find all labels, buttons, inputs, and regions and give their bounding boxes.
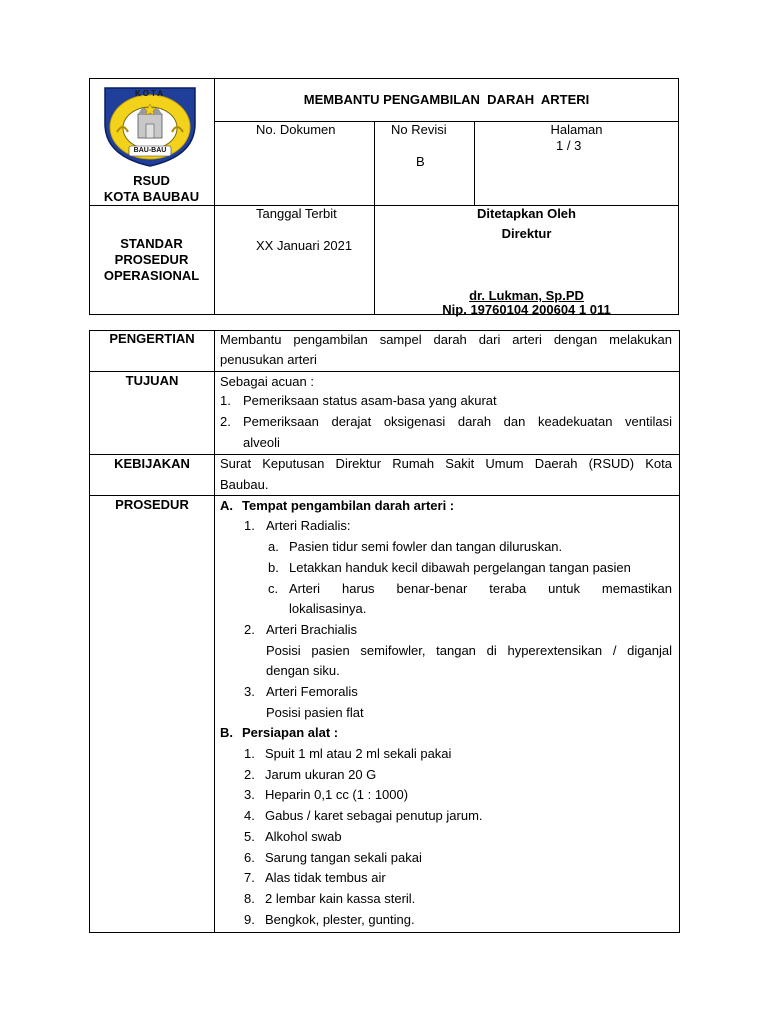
prosedur-item-detail: Posisi pasien semifowler, tangan di hyperextensikan / diganjal	[266, 643, 672, 658]
no-revisi-value: B	[416, 154, 425, 169]
prosedur-section-title: Persiapan alat :	[242, 725, 339, 740]
logo-top-text: KOTA	[134, 89, 166, 98]
doc-type-line2: PROSEDUR	[114, 252, 189, 267]
alat-item-number: 3.	[244, 787, 255, 802]
prosedur-section-letter: A.	[220, 498, 233, 513]
tujuan-item-number: 2.	[220, 414, 231, 429]
alat-item: Gabus / karet sebagai penutup jarum.	[265, 808, 483, 823]
tujuan-label: TUJUAN	[125, 373, 179, 388]
tujuan-item: Pemeriksaan derajat oksigenasi darah dan keadekuatan ventilasi	[243, 414, 672, 429]
alat-item-number: 7.	[244, 870, 255, 885]
prosedur-section-title: Tempat pengambilan darah arteri :	[242, 498, 455, 513]
prosedur-item: Arteri Radialis:	[266, 518, 351, 533]
alat-item: Sarung tangan sekali pakai	[265, 850, 422, 865]
alat-item-number: 9.	[244, 912, 255, 927]
document-title: MEMBANTU PENGAMBILAN DARAH ARTERI	[303, 92, 590, 107]
tanggal-terbit-label: Tanggal Terbit	[256, 206, 337, 221]
ditetapkan-label: Ditetapkan Oleh	[477, 206, 576, 221]
no-revisi-label: No Revisi	[391, 122, 447, 137]
prosedur-item-number: 2.	[244, 622, 255, 637]
signer-nip: Nip. 19760104 200604 1 011	[442, 302, 611, 317]
header-divider	[374, 121, 375, 205]
prosedur-subitem: Pasien tidur semi fowler dan tangan diluruskan.	[289, 539, 563, 554]
tujuan-item: Pemeriksaan status asam-basa yang akurat	[243, 393, 497, 408]
content-divider	[214, 330, 215, 933]
hospital-logo	[97, 84, 203, 168]
alat-item: Alas tidak tembus air	[265, 870, 386, 885]
alat-item-number: 2.	[244, 767, 255, 782]
alat-item: Spuit 1 ml atau 2 ml sekali pakai	[265, 746, 452, 761]
no-dokumen-label: No. Dokumen	[256, 122, 336, 137]
alat-item: 2 lembar kain kassa steril.	[265, 891, 416, 906]
alat-item-number: 1.	[244, 746, 255, 761]
tujuan-intro: Sebagai acuan :	[220, 374, 314, 389]
tujuan-item: alveoli	[243, 435, 280, 450]
alat-item-number: 5.	[244, 829, 255, 844]
prosedur-subitem: Letakkan handuk kecil dibawah pergelangan tangan pasien	[289, 560, 631, 575]
prosedur-subitem-letter: a.	[268, 539, 279, 554]
logo-bottom-text: BAU-BAU	[133, 147, 167, 154]
prosedur-subitem: lokalisasinya.	[289, 601, 367, 616]
prosedur-subitem-letter: c.	[268, 581, 279, 596]
signer-name: dr. Lukman, Sp.PD	[469, 288, 584, 303]
doc-type-line3: OPERASIONAL	[103, 268, 200, 283]
doc-type-line1: STANDAR	[120, 236, 183, 251]
alat-item: Jarum ukuran 20 G	[265, 767, 377, 782]
prosedur-item-detail: Posisi pasien flat	[266, 705, 364, 720]
pengertian-label: PENGERTIAN	[109, 331, 195, 346]
org-name-line2: KOTA BAUBAU	[103, 189, 200, 204]
alat-item: Bengkok, plester, gunting.	[265, 912, 415, 927]
pengertian-text: penusukan arteri	[220, 352, 317, 367]
alat-item-number: 4.	[244, 808, 255, 823]
prosedur-section-letter: B.	[220, 725, 233, 740]
prosedur-label: PROSEDUR	[115, 497, 189, 512]
prosedur-item: Arteri Brachialis	[266, 622, 358, 637]
header-divider	[214, 78, 215, 315]
alat-item-number: 8.	[244, 891, 255, 906]
prosedur-item-number: 3.	[244, 684, 255, 699]
prosedur-subitem-letter: b.	[268, 560, 279, 575]
prosedur-subitem: Arteri harus benar-benar teraba untuk memastikan	[289, 581, 672, 596]
org-name-line1: RSUD	[133, 173, 170, 188]
kebijakan-text: Baubau.	[220, 477, 269, 492]
halaman-label: Halaman	[550, 122, 603, 137]
prosedur-item: Arteri Femoralis	[266, 684, 358, 699]
tanggal-terbit-value: XX Januari 2021	[256, 238, 353, 253]
pengertian-text: Membantu pengambilan sampel darah dari arteri dengan melakukan	[220, 332, 672, 347]
kebijakan-text: Surat Keputusan Direktur Rumah Sakit Umum Daerah (RSUD) Kota	[220, 456, 672, 471]
ditetapkan-role: Direktur	[501, 226, 552, 241]
prosedur-item-detail: dengan siku.	[266, 663, 340, 678]
alat-item: Alkohol swab	[265, 829, 342, 844]
alat-item: Heparin 0,1 cc (1 : 1000)	[265, 787, 409, 802]
kebijakan-label: KEBIJAKAN	[114, 456, 190, 471]
prosedur-item-number: 1.	[244, 518, 255, 533]
halaman-value: 1 / 3	[556, 138, 582, 153]
alat-item-number: 6.	[244, 850, 255, 865]
tujuan-item-number: 1.	[220, 393, 231, 408]
